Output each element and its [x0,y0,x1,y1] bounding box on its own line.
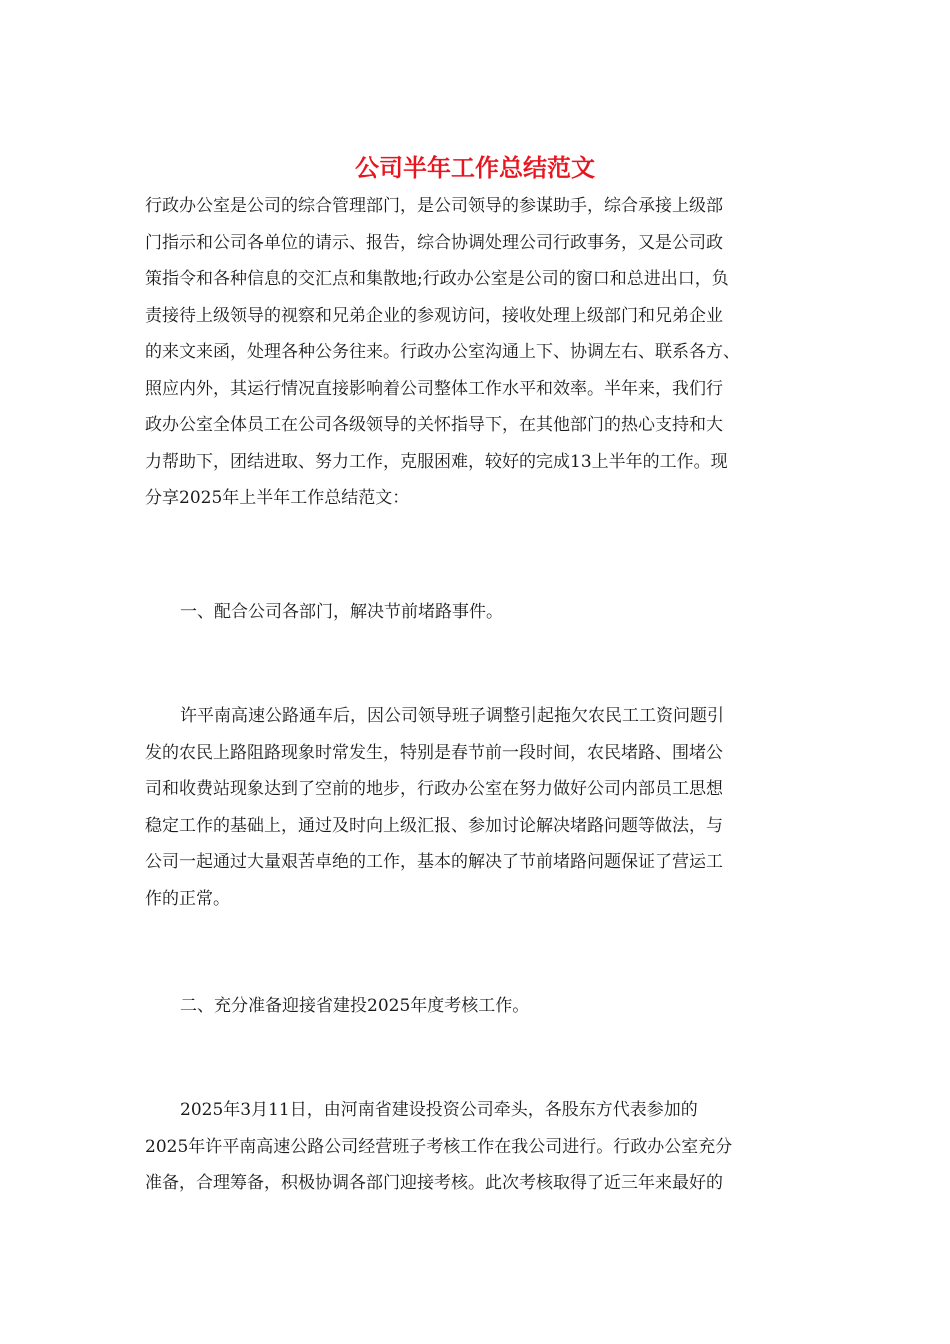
intro-line: 门指示和公司各单位的请示、报告，综合协调处理公司行政事务，又是公司政 [145,232,723,253]
section1-line: 发的农民上路阻路现象时常发生，特别是春节前一段时间，农民堵路、围堵公 [145,742,723,763]
section1-paragraph [145,698,810,917]
section-heading: 一、配合公司各部门，解决节前堵路事件。 [180,602,503,622]
intro-line: 力帮助下，团结进取、努力工作，克服困难，较好的完成13上半年的工作。现 [145,451,728,472]
intro-line: 的来文来函，处理各种公务往来。行政办公室沟通上下、协调左右、联系各方、 [145,342,740,362]
intro-line: 责接待上级领导的视察和兄弟企业的参观访问，接收处理上级部门和兄弟企业 [145,305,723,326]
section1-line: 许平南高速公路通车后，因公司领导班子调整引起拖欠农民工工资问题引 [180,706,724,726]
intro-paragraph [145,188,810,517]
intro-line: 行政办公室是公司的综合管理部门，是公司领导的参谋助手，综合承接上级部 [145,196,723,216]
section1-line: 公司一起通过大量艰苦卓绝的工作，基本的解决了节前堵路问题保证了营运工 [145,852,723,872]
intro-line: 策指令和各种信息的交汇点和集散地;行政办公室是公司的窗口和总进出口，负 [145,269,729,289]
intro-line: 照应内外，其运行情况直接影响着公司整体工作水平和效率。半年来，我们行 [145,378,723,399]
document-title: 公司半年工作总结范文 [355,153,595,182]
section2-line: 2025年3月11日，由河南省建设投资公司牵头，各股东方代表参加的 [180,1100,698,1120]
section2-line: 准备，合理筹备，积极协调各部门迎接考核。此次考核取得了近三年来最好的 [145,1173,723,1193]
section1-line: 作的正常。 [145,888,230,909]
section-heading: 二、充分准备迎接省建投2025年度考核工作。 [180,996,530,1016]
section2-paragraph [145,1092,810,1202]
intro-line: 政办公室全体员工在公司各级领导的关怀指导下，在其他部门的热心支持和大 [145,415,723,435]
section2-heading-block [145,988,810,1025]
section2-line: 2025年许平南高速公路公司经营班子考核工作在我公司进行。行政办公室充分 [145,1136,733,1157]
intro-line: 分享2025年上半年工作总结范文： [145,488,410,508]
section1-line: 稳定工作的基础上，通过及时向上级汇报、参加讨论解决堵路问题等做法，与 [145,815,723,836]
section1-line: 司和收费站现象达到了空前的地步，行政办公室在努力做好公司内部员工思想 [145,779,723,799]
section1-heading-block [145,594,810,631]
